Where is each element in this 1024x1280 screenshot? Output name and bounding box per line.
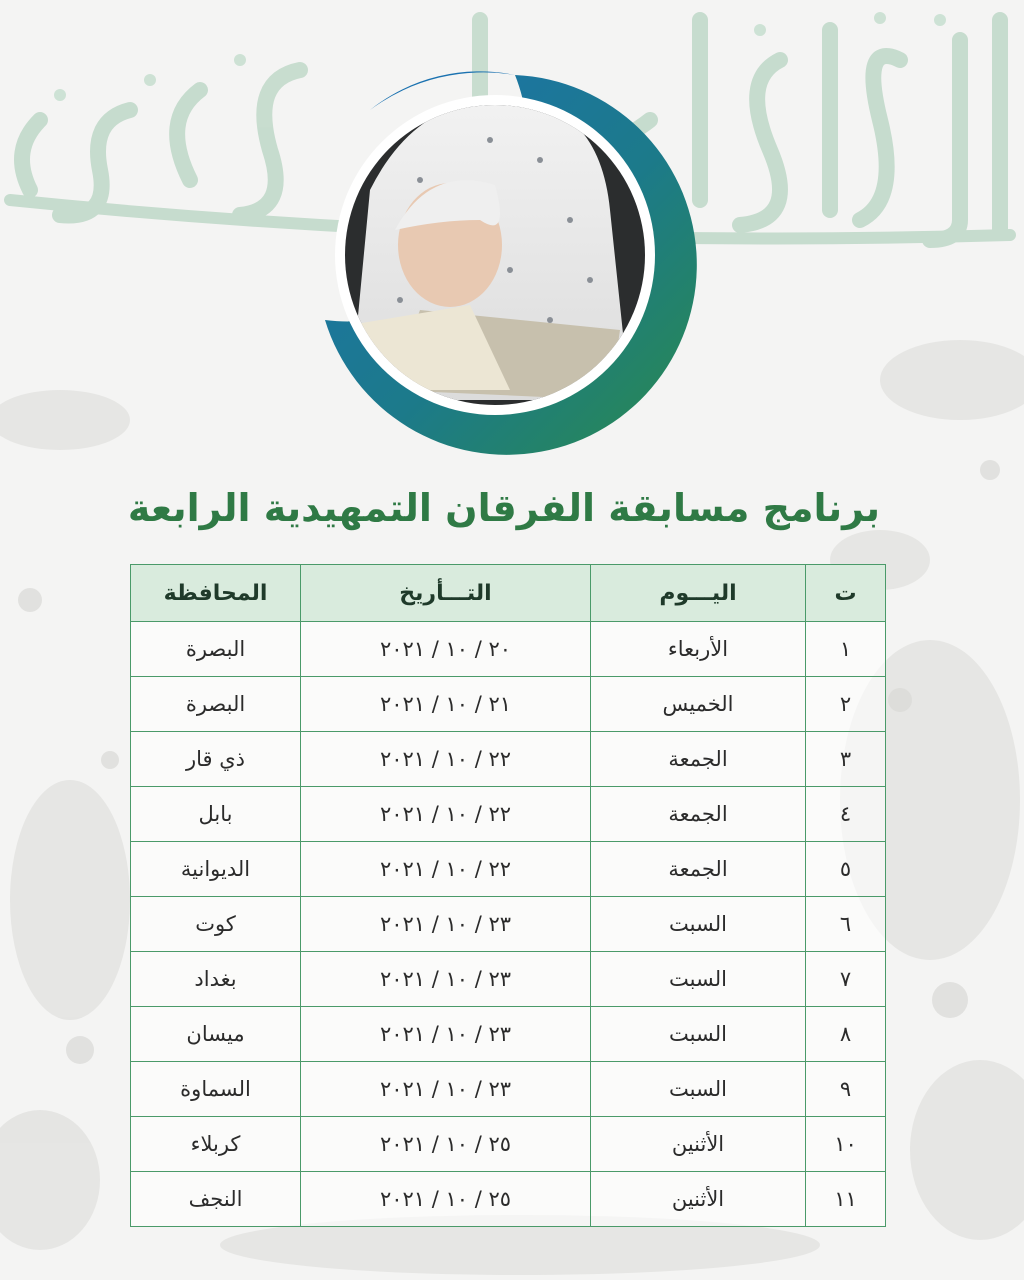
header-day: اليـــوم bbox=[591, 565, 806, 622]
row-province: النجف bbox=[131, 1172, 301, 1227]
row-date: ٢٥ / ١٠ / ٢٠٢١ bbox=[301, 1117, 591, 1172]
row-day: الأثنين bbox=[591, 1172, 806, 1227]
row-province: ميسان bbox=[131, 1007, 301, 1062]
table-row bbox=[131, 677, 886, 732]
header-province: المحافظة bbox=[131, 565, 301, 622]
table-row bbox=[131, 622, 886, 677]
row-day: السبت bbox=[591, 952, 806, 1007]
table-row bbox=[131, 1007, 886, 1062]
crescent-frame bbox=[310, 70, 720, 460]
row-date: ٢٠ / ١٠ / ٢٠٢١ bbox=[301, 622, 591, 677]
row-number: ١ bbox=[806, 622, 886, 677]
row-number: ٦ bbox=[806, 897, 886, 952]
row-number: ١١ bbox=[806, 1172, 886, 1227]
row-day: السبت bbox=[591, 1062, 806, 1117]
row-day: الأربعاء bbox=[591, 622, 806, 677]
table-row bbox=[131, 1172, 886, 1227]
row-day: الأثنين bbox=[591, 1117, 806, 1172]
row-number: ١٠ bbox=[806, 1117, 886, 1172]
row-province: بابل bbox=[131, 787, 301, 842]
row-day: السبت bbox=[591, 897, 806, 952]
table-row bbox=[131, 1117, 886, 1172]
page-title: برنامج مسابقة الفرقان التمهيدية الرابعة bbox=[127, 486, 880, 530]
row-province: الديوانية bbox=[131, 842, 301, 897]
row-day: الجمعة bbox=[591, 842, 806, 897]
row-number: ٣ bbox=[806, 732, 886, 787]
row-number: ٤ bbox=[806, 787, 886, 842]
row-number: ٨ bbox=[806, 1007, 886, 1062]
schedule-table bbox=[130, 564, 886, 1227]
row-number: ٢ bbox=[806, 677, 886, 732]
row-province: كوت bbox=[131, 897, 301, 952]
table-row bbox=[131, 732, 886, 787]
row-day: الخميس bbox=[591, 677, 806, 732]
row-day: الجمعة bbox=[591, 732, 806, 787]
row-date: ٢٢ / ١٠ / ٢٠٢١ bbox=[301, 732, 591, 787]
row-date: ٢٣ / ١٠ / ٢٠٢١ bbox=[301, 1062, 591, 1117]
row-date: ٢١ / ١٠ / ٢٠٢١ bbox=[301, 677, 591, 732]
table-row bbox=[131, 787, 886, 842]
row-province: البصرة bbox=[131, 677, 301, 732]
row-date: ٢٣ / ١٠ / ٢٠٢١ bbox=[301, 897, 591, 952]
header-date: التـــأريخ bbox=[301, 565, 591, 622]
table-row bbox=[131, 842, 886, 897]
row-province: البصرة bbox=[131, 622, 301, 677]
table-row bbox=[131, 1062, 886, 1117]
row-number: ٥ bbox=[806, 842, 886, 897]
row-date: ٢٣ / ١٠ / ٢٠٢١ bbox=[301, 1007, 591, 1062]
row-province: ذي قار bbox=[131, 732, 301, 787]
table-row bbox=[131, 897, 886, 952]
row-date: ٢٢ / ١٠ / ٢٠٢١ bbox=[301, 787, 591, 842]
table-row bbox=[131, 952, 886, 1007]
header-number: ت bbox=[806, 565, 886, 622]
row-number: ٩ bbox=[806, 1062, 886, 1117]
row-date: ٢٣ / ١٠ / ٢٠٢١ bbox=[301, 952, 591, 1007]
row-date: ٢٥ / ١٠ / ٢٠٢١ bbox=[301, 1172, 591, 1227]
table-header-row bbox=[131, 565, 886, 622]
row-date: ٢٢ / ١٠ / ٢٠٢١ bbox=[301, 842, 591, 897]
hero-photo bbox=[310, 70, 720, 460]
row-province: السماوة bbox=[131, 1062, 301, 1117]
row-province: كربلاء bbox=[131, 1117, 301, 1172]
row-province: بغداد bbox=[131, 952, 301, 1007]
row-day: الجمعة bbox=[591, 787, 806, 842]
row-day: السبت bbox=[591, 1007, 806, 1062]
row-number: ٧ bbox=[806, 952, 886, 1007]
